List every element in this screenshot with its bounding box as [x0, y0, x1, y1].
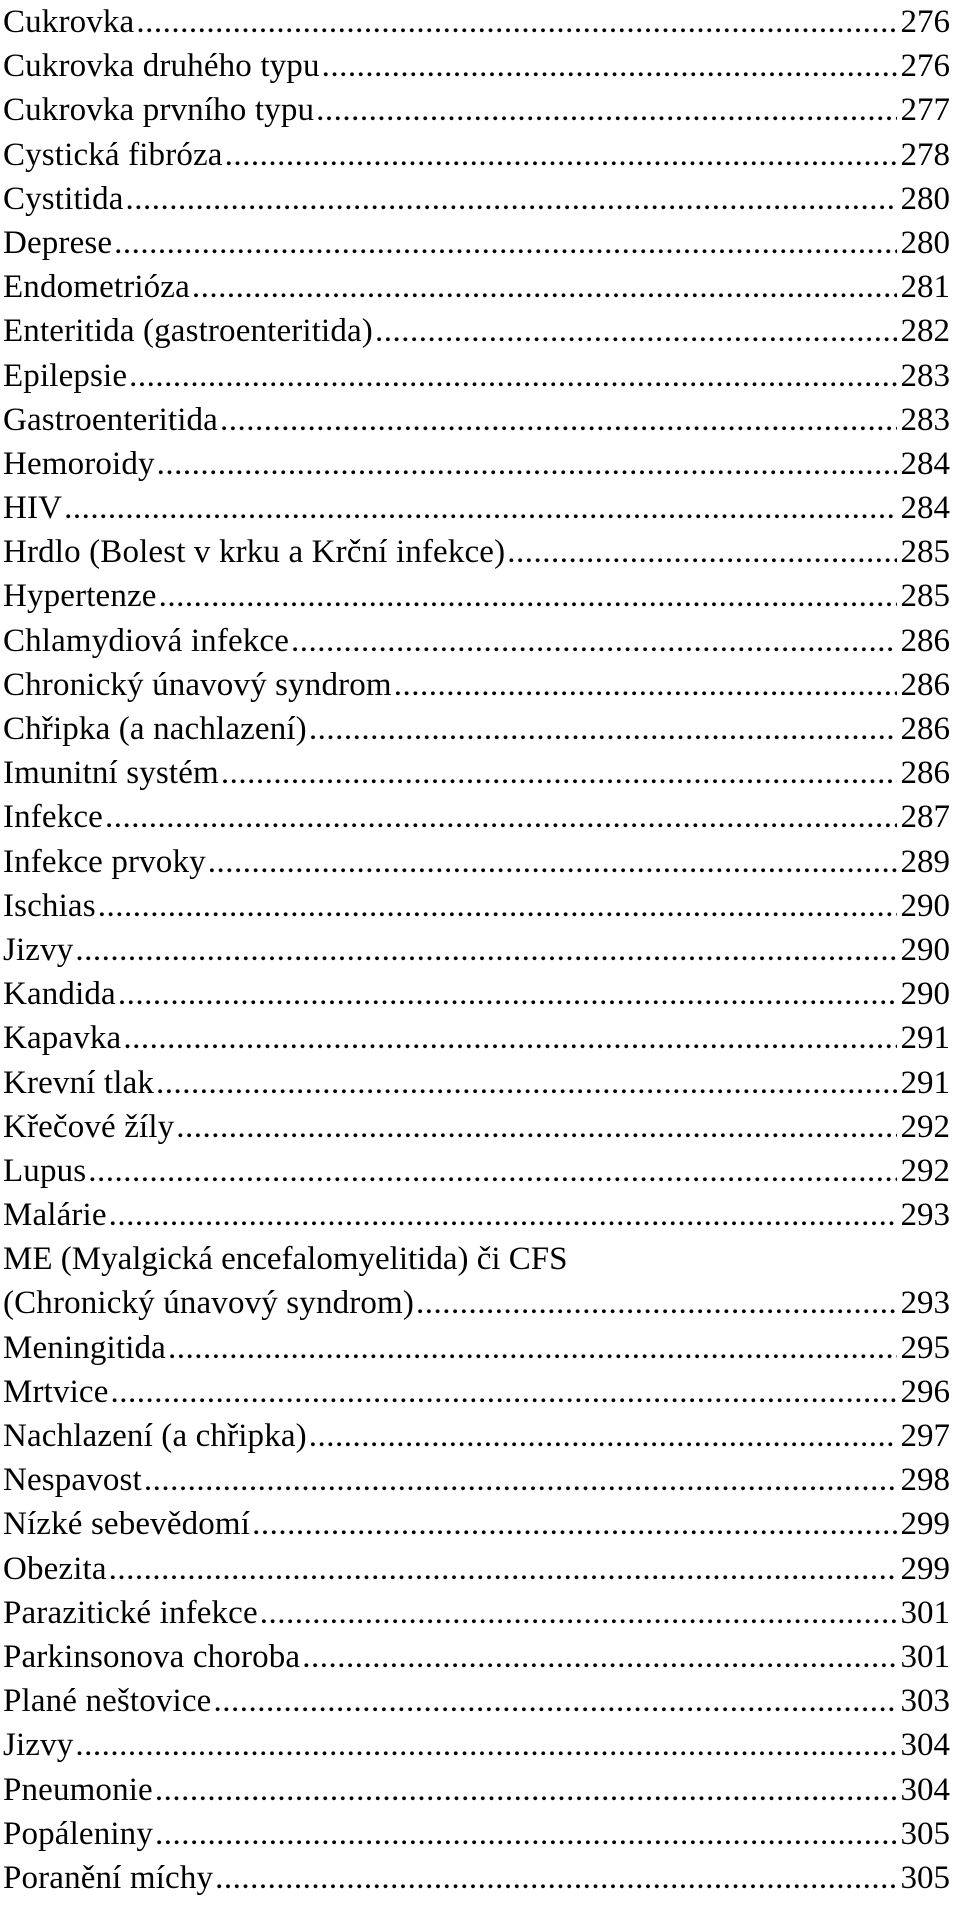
dot-leader [220, 398, 897, 442]
dot-leader [252, 1502, 896, 1546]
toc-entry [3, 663, 950, 707]
toc-entry [3, 0, 950, 44]
entry-title: Gastroenteritida [3, 401, 218, 438]
dot-leader [225, 133, 897, 177]
dot-leader [394, 663, 897, 707]
toc-entry [3, 1856, 950, 1900]
dot-leader [208, 840, 897, 884]
entry-title: Cystitida [3, 180, 124, 217]
dot-leader [88, 1149, 896, 1193]
toc-entry [3, 1105, 950, 1149]
entry-title: Cukrovka druhého typu [3, 48, 320, 85]
entry-title: Kandida [3, 976, 116, 1013]
page-number: 298 [900, 1462, 950, 1499]
dot-leader [144, 1458, 897, 1502]
page-number: 286 [900, 755, 950, 792]
dot-leader [176, 1105, 896, 1149]
entry-title: Imunitní systém [3, 755, 219, 792]
toc-entry [3, 751, 950, 795]
entry-title: Meningitida [3, 1329, 166, 1366]
dot-leader [260, 1591, 897, 1635]
dot-leader [416, 1281, 897, 1325]
dot-leader [114, 221, 896, 265]
toc-entry [3, 795, 950, 839]
entry-title: Cukrovka [3, 4, 135, 40]
entry-title: Nízké sebevědomí [3, 1506, 251, 1543]
dot-leader [111, 1370, 897, 1414]
toc-entry [3, 1812, 950, 1856]
toc-entry [3, 574, 950, 618]
entry-title: Křečové žíly [3, 1108, 175, 1145]
toc-entry [3, 1326, 950, 1370]
dot-leader [221, 751, 897, 795]
dot-leader [375, 309, 897, 353]
toc-entry-continuation [3, 1281, 950, 1325]
entry-title-line1: ME (Myalgická encefalomyelitida) či CFS [3, 1241, 568, 1278]
entry-title: Hypertenze [3, 578, 157, 615]
page-number: 295 [900, 1329, 950, 1366]
toc-entry [3, 1370, 950, 1414]
entry-title: HIV [3, 490, 63, 527]
toc-entry [3, 619, 950, 663]
entry-title: Pneumonie [3, 1771, 153, 1808]
dot-leader [302, 1635, 896, 1679]
dot-leader [109, 1547, 897, 1591]
toc-entry-multiline [3, 1237, 950, 1325]
toc-entry [3, 1016, 950, 1060]
entry-title: Parazitické infekce [3, 1594, 258, 1631]
dot-leader [75, 1723, 896, 1767]
page-number: 285 [900, 534, 950, 571]
entry-title: Plané neštovice [3, 1683, 212, 1720]
page-number: 297 [900, 1418, 950, 1454]
entry-title: Parkinsonova choroba [3, 1638, 301, 1675]
dot-leader [129, 354, 896, 398]
toc-entry [3, 1458, 950, 1502]
page-number: 286 [900, 711, 950, 747]
page-number: 284 [900, 490, 950, 527]
dot-leader [118, 972, 897, 1016]
toc-entry [3, 530, 950, 574]
toc-entry [3, 1635, 950, 1679]
toc-entry [3, 398, 950, 442]
toc-entry [3, 309, 950, 353]
page-number: 286 [900, 622, 950, 659]
dot-leader [215, 1856, 896, 1900]
entry-title: Endometrióza [3, 269, 190, 306]
page-number: 290 [900, 976, 950, 1013]
toc-entry [3, 884, 950, 928]
entry-title: Chlamydiová infekce [3, 622, 290, 659]
table-of-contents [3, 0, 950, 1900]
page-number: 276 [900, 4, 950, 40]
entry-title: Nespavost [3, 1462, 142, 1499]
page-number: 281 [900, 269, 950, 306]
toc-entry [3, 133, 950, 177]
entry-title: Popáleniny [3, 1815, 153, 1852]
toc-entry [3, 265, 950, 309]
entry-title: Ischias [3, 887, 96, 924]
dot-leader [192, 265, 897, 309]
dot-leader [322, 44, 897, 88]
page-number: 290 [900, 887, 950, 924]
entry-title: Infekce prvoky [3, 843, 206, 880]
dot-leader [213, 1679, 896, 1723]
entry-title: Hemoroidy [3, 445, 155, 482]
dot-leader [309, 1414, 897, 1458]
dot-leader [109, 1193, 897, 1237]
page-number: 290 [900, 931, 950, 968]
page-number: 277 [900, 92, 950, 129]
page-number: 292 [900, 1152, 950, 1189]
entry-title: (Chronický únavový syndrom) [3, 1285, 414, 1322]
page-number: 291 [900, 1020, 950, 1057]
toc-entry [3, 972, 950, 1016]
page-number: 291 [900, 1064, 950, 1101]
page-number: 282 [900, 313, 950, 350]
page-number: 280 [900, 180, 950, 217]
dot-leader [168, 1326, 897, 1370]
entry-title: Hrdlo (Bolest v krku a Krční infekce) [3, 534, 506, 571]
page-number: 284 [900, 445, 950, 482]
dot-leader [123, 1016, 896, 1060]
toc-entry [3, 1193, 950, 1237]
toc-entry [3, 1547, 950, 1591]
toc-entry [3, 221, 950, 265]
page-number: 283 [900, 401, 950, 438]
page-number: 299 [900, 1550, 950, 1587]
entry-title: Cystická fibróza [3, 136, 223, 173]
dot-leader [316, 88, 896, 132]
dot-leader [159, 574, 897, 618]
dot-leader [157, 442, 897, 486]
entry-title: Jizvy [3, 931, 74, 968]
toc-entry [3, 1414, 950, 1458]
toc-entry [3, 1723, 950, 1767]
dot-leader [136, 0, 896, 44]
page-number: 305 [900, 1859, 950, 1896]
page-number: 283 [900, 357, 950, 394]
page-number: 299 [900, 1506, 950, 1543]
page-number: 296 [900, 1373, 950, 1410]
page-number: 286 [900, 666, 950, 703]
entry-title: Lupus [3, 1152, 87, 1189]
entry-title: Jizvy [3, 1727, 74, 1764]
page-number: 304 [900, 1771, 950, 1808]
entry-title: Cukrovka prvního typu [3, 92, 315, 129]
entry-title: Chronický únavový syndrom [3, 666, 392, 703]
toc-entry [3, 486, 950, 530]
entry-title: Enteritida (gastroenteritida) [3, 313, 373, 350]
page-number: 278 [900, 136, 950, 173]
page-number: 292 [900, 1108, 950, 1145]
toc-entry [3, 928, 950, 972]
dot-leader [126, 177, 897, 221]
page-number: 293 [900, 1197, 950, 1234]
toc-entry [3, 177, 950, 221]
toc-entry [3, 1149, 950, 1193]
toc-entry [3, 1768, 950, 1812]
page-number: 289 [900, 843, 950, 880]
toc-entry [3, 1679, 950, 1723]
entry-title: Nachlazení (a chřipka) [3, 1418, 307, 1454]
page-number: 303 [900, 1683, 950, 1720]
entry-title: Poranění míchy [3, 1859, 214, 1896]
dot-leader [155, 1768, 897, 1812]
toc-entry [3, 1591, 950, 1635]
toc-entry [3, 44, 950, 88]
entry-title: Malárie [3, 1197, 107, 1234]
toc-entry [3, 1061, 950, 1105]
page-number: 301 [900, 1594, 950, 1631]
page-number: 305 [900, 1815, 950, 1852]
page-number: 304 [900, 1727, 950, 1764]
entry-title: Deprese [3, 224, 113, 261]
toc-entry [3, 354, 950, 398]
toc-entry [3, 442, 950, 486]
toc-entry [3, 88, 950, 132]
page-number: 293 [900, 1285, 950, 1322]
entry-title: Mrtvice [3, 1373, 109, 1410]
page-number: 301 [900, 1638, 950, 1675]
entry-title: Obezita [3, 1550, 107, 1587]
dot-leader [156, 1061, 896, 1105]
dot-leader [507, 530, 896, 574]
toc-entry [3, 707, 950, 751]
entry-title: Chřipka (a nachlazení) [3, 711, 307, 747]
page-number: 287 [900, 799, 950, 836]
entry-title: Krevní tlak [3, 1064, 155, 1101]
toc-entry [3, 1502, 950, 1546]
dot-leader [64, 486, 896, 530]
entry-title: Infekce [3, 799, 103, 836]
dot-leader [309, 707, 897, 751]
page-number: 280 [900, 224, 950, 261]
dot-leader [155, 1812, 897, 1856]
entry-title: Kapavka [3, 1020, 122, 1057]
entry-title: Epilepsie [3, 357, 128, 394]
toc-entry [3, 840, 950, 884]
dot-leader [75, 928, 896, 972]
dot-leader [291, 619, 896, 663]
page-number: 285 [900, 578, 950, 615]
dot-leader [105, 795, 897, 839]
page-number: 276 [900, 48, 950, 85]
dot-leader [98, 884, 897, 928]
